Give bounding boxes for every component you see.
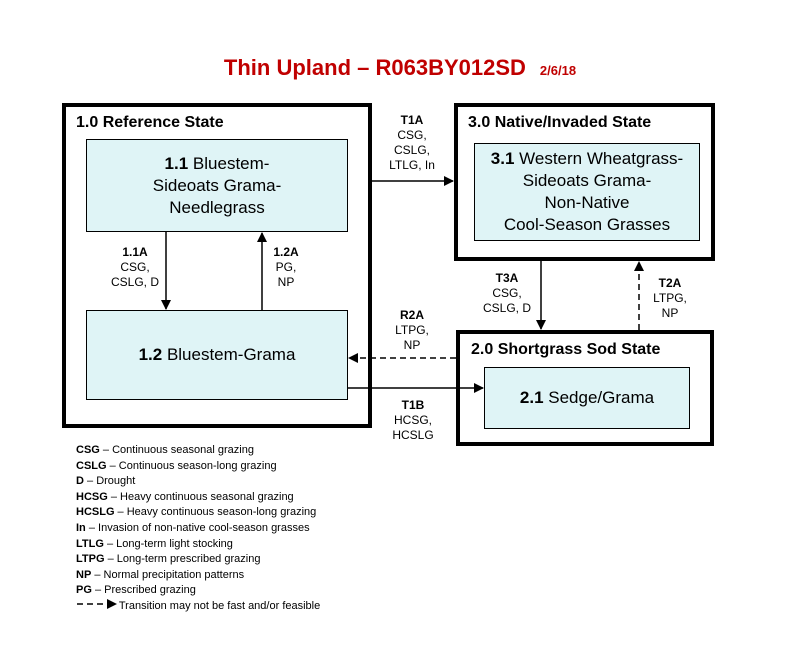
community-1-2-number: 1.2 — [138, 345, 163, 364]
legend-dashed-note: Transition may not be fast and/or feasible — [118, 599, 321, 612]
legend-item: HCSG – Heavy continuous seasonal grazing — [76, 490, 294, 503]
title-date: 2/6/18 — [539, 63, 577, 78]
legend-item: D – Drought — [76, 475, 136, 488]
label-1-1a-text: CSG, CSLG, D — [110, 260, 159, 289]
state-title-native-invaded: 3.0 Native/Invaded State — [468, 114, 652, 131]
community-1-2-name: Bluestem-Grama — [166, 345, 296, 364]
state-title-reference: 1.0 Reference State — [76, 114, 224, 131]
label-t2a-text: LTPG, NP — [653, 291, 687, 320]
title-text: Thin Upland – R063BY012SD — [223, 55, 526, 80]
community-1-1-name: Bluestem- Sideoats Grama- Needlegrass — [152, 153, 282, 217]
legend — [76, 443, 320, 615]
label-t1a — [384, 113, 440, 173]
community-3-1-number: 3.1 — [490, 149, 515, 168]
label-t1b — [386, 398, 440, 443]
legend-item: CSLG – Continuous season-long grazing — [76, 459, 277, 472]
state-title-shortgrass: 2.0 Shortgrass Sod State — [471, 341, 661, 358]
legend-item: CSG – Continuous seasonal grazing — [76, 444, 254, 456]
label-1-1a-code: 1.1A — [122, 245, 148, 259]
legend-item: In – Invasion of non-native cool-season grasses — [76, 521, 310, 534]
label-t2a — [648, 276, 692, 321]
label-t3a-text: CSG, CSLG, D — [482, 286, 531, 315]
community-3-1-name: Western Wheatgrass- Sideoats Grama- Non-Native Cool-Season Grasses — [503, 149, 684, 234]
legend-item: HCSLG – Heavy continuous season-long grazing — [76, 506, 317, 519]
legend-item: LTPG – Long-term prescribed grazing — [76, 553, 261, 566]
label-1-2a — [264, 245, 308, 290]
legend-item: LTLG – Long-term light stocking — [76, 537, 233, 550]
label-r2a-text: LTPG, NP — [395, 323, 429, 352]
label-1-2a-text: PG, NP — [275, 260, 297, 289]
legend-dashed-row — [76, 599, 320, 615]
community-2-1-number: 2.1 — [519, 388, 544, 407]
community-1-1-number: 1.1 — [164, 153, 189, 173]
label-t1a-code: T1A — [400, 113, 424, 127]
label-t3a-code: T3A — [495, 271, 519, 285]
legend-item: NP – Normal precipitation patterns — [76, 568, 245, 581]
label-1-1a — [110, 245, 160, 290]
label-t1b-text: HCSG, HCSLG — [392, 413, 434, 442]
label-t1a-text: CSG, CSLG, LTLG, In — [389, 128, 435, 172]
label-t2a-code: T2A — [658, 276, 682, 290]
legend-item: PG – Prescribed grazing — [76, 584, 196, 597]
label-r2a — [390, 308, 434, 353]
community-2-1-name: Sedge/Grama — [548, 388, 655, 407]
label-t1b-code: T1B — [401, 398, 425, 412]
label-r2a-code: R2A — [399, 308, 424, 322]
label-1-2a-code: 1.2A — [273, 245, 299, 259]
label-t3a — [477, 271, 537, 316]
